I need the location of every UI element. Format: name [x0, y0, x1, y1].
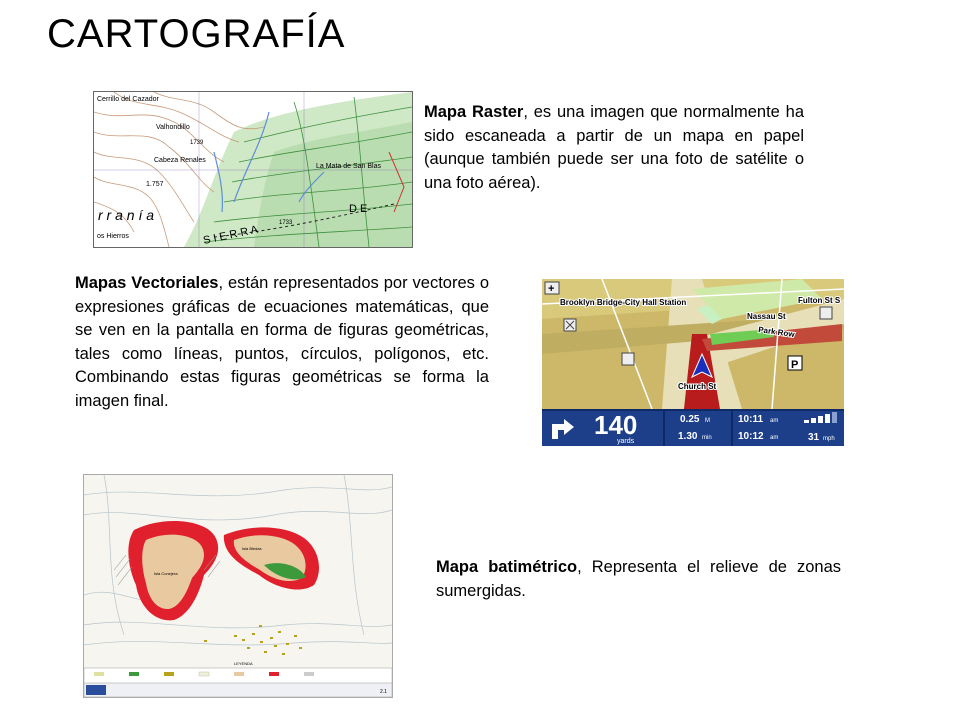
bathy-description	[436, 556, 841, 603]
nav-speed: 31	[808, 432, 820, 443]
nav-time1-unit: am	[770, 418, 779, 424]
bathymetric-map-image	[83, 474, 393, 698]
bathy-sheet-number: 2.1	[380, 689, 387, 695]
raster-map-image	[93, 91, 413, 248]
raster-label-mata: La Mata de San Blas	[316, 163, 381, 170]
raster-term: Mapa Raster	[424, 103, 524, 121]
raster-label-elev3: 1733	[279, 220, 293, 226]
nav-speed-unit: mph	[823, 436, 835, 442]
vector-text: , están representados por vectores o expresiones gráficas de ecuaciones matemáticas, que se ven en la pantalla en forma de figuras geométricas, tales como líneas, puntos, círculos, polígonos, etc. Combinando estas figuras geométricas se forma la imagen final.	[75, 274, 490, 410]
zoom-in-label: +	[548, 283, 555, 295]
raster-label-sierra: S I E R R A	[202, 223, 260, 247]
nav-label-church: Church St	[678, 382, 717, 391]
nav-duration: 1.30	[678, 431, 698, 442]
nav-duration-unit: min	[702, 435, 712, 441]
bathy-label-isle2: Isla Bledas	[242, 546, 262, 551]
nav-label-station: Brooklyn Bridge-City Hall Station	[560, 298, 687, 307]
nav-time1: 10:11	[738, 414, 764, 425]
nav-label-fulton: Fulton St S	[798, 296, 841, 305]
vector-description	[75, 272, 489, 413]
page-title: CARTOGRAFÍA	[47, 12, 346, 56]
bathy-term: Mapa batimétrico	[436, 558, 578, 576]
raster-label-cerrillo: Cerrillo del Cazador	[97, 96, 159, 103]
raster-label-cabeza: Cabeza Renales	[154, 157, 206, 164]
nav-distance-unit: yards	[617, 438, 635, 445]
nav-time2-unit: am	[770, 435, 779, 441]
nav-distance: 140	[594, 410, 638, 440]
raster-label-sierra-letters: r r a n í a	[98, 207, 155, 223]
vector-term: Mapas Vectoriales	[75, 274, 219, 292]
raster-label-elev1: 1739	[190, 140, 204, 146]
nav-dist2: 0.25	[680, 414, 700, 425]
raster-label-elev2: 1.757	[146, 181, 164, 188]
parking-label: P	[791, 359, 799, 371]
raster-label-hierros: os Hierros	[97, 233, 129, 240]
raster-text: , es una imagen que normalmente ha sido escaneada a partir de un mapa en papel (aunque también puede ser una foto de satélite o una foto aérea).	[424, 103, 804, 192]
bathy-label-isle1: Isla Conejera	[154, 571, 178, 576]
nav-label-nassau: Nassau St	[747, 312, 786, 321]
nav-label-park: Park Row	[757, 325, 796, 340]
nav-time2: 10:12	[738, 431, 764, 442]
bathy-text: , Representa el relieve de zonas sumergidas.	[436, 558, 842, 600]
nav-dist2-unit: M	[705, 418, 710, 424]
raster-label-valhondillo: Valhondillo	[156, 124, 190, 131]
raster-description	[424, 101, 804, 195]
bathy-legend-title: LEYENDA	[234, 661, 253, 666]
raster-label-de: D E	[349, 203, 368, 215]
vector-nav-map-image	[542, 279, 844, 446]
